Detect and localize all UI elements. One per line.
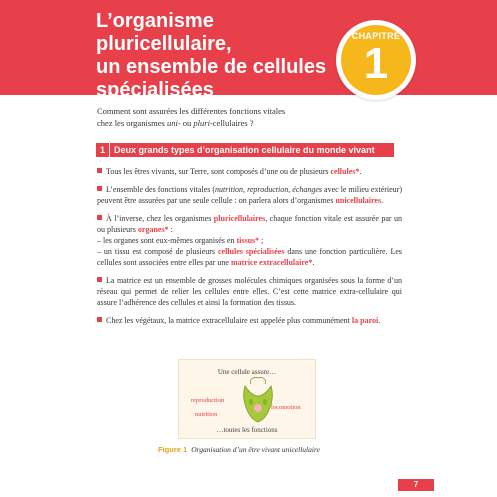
bullet-square-icon [97, 317, 102, 322]
text: . [378, 316, 381, 325]
text: La matrice est un ensemble de grosses molécules chimiques organisées sous la forme d’un réseau qui permet de relier les cellules entre elles. C’est cette matrice extra-cellulaire qui assure l’adhérence des cellules et ainsi la formation des tissus. [97, 276, 402, 307]
nucleus-icon [254, 404, 262, 412]
term-cellules: cellules* [330, 167, 360, 176]
section-title: Deux grands types d’organisation cellulaire du monde vivant [114, 145, 375, 155]
section-number: 1 [96, 143, 110, 157]
text: avec le milieu extérieur) peuvent être assurées par une seule cellule : on parlera alors d’organismes [97, 185, 403, 205]
text-nutrition: nutrition [215, 185, 244, 194]
label-reproduction: reproduction [191, 397, 225, 404]
text: ; [259, 236, 264, 245]
text: , [288, 185, 293, 194]
intro-question [97, 105, 387, 129]
chapter-label: CHAPITRE [351, 31, 401, 41]
text: À l’inverse, chez les organismes [106, 214, 214, 223]
paragraph-5 [97, 315, 402, 326]
section-heading [96, 143, 394, 157]
text-echanges: échanges [292, 185, 323, 194]
term-matrice-extracellulaire: matrice extracellulaire* [230, 258, 313, 267]
figure-caption-label: Figure 1 [158, 445, 188, 454]
figure-bottom-label: …toutes les fonctions [216, 426, 278, 434]
bullet-square-icon [97, 277, 102, 282]
term-tissus: tissus* [236, 236, 260, 245]
chapter-header-band [0, 0, 497, 101]
bullet-square-icon [97, 186, 102, 191]
intro-text: chez les organismes [97, 118, 167, 128]
text-reproduction: reproduction [247, 185, 289, 194]
figure-unicellular [178, 359, 316, 439]
dash-item-2 [97, 246, 402, 268]
page-number: 7 [398, 479, 434, 491]
text: – les organes sont eux-mêmes organisés en [97, 236, 237, 245]
text: . [312, 258, 315, 267]
text: , chaque fonction vitale est assurée par un ou plusieurs [97, 214, 402, 234]
bullet-square-icon [97, 168, 102, 173]
title-line-1: L’organisme pluricellulaire, [96, 10, 232, 55]
chapter-badge [341, 25, 411, 95]
intro-line-2 [97, 117, 387, 129]
chloroplast-icon [263, 399, 267, 405]
text: : [168, 225, 173, 234]
text: Tous les êtres vivants, sur Terre, sont composés d’une ou de plusieurs [106, 167, 331, 176]
intro-line-1: Comment sont assurées les différentes fonctions vitales [97, 106, 286, 116]
figure-top-label: Une cellule assure… [217, 368, 277, 376]
intro-text: -cellulaires ? [209, 118, 254, 128]
text: Chez les végétaux, la matrice extracellulaire est appelée plus communément [106, 316, 352, 325]
chloroplast-icon [249, 399, 253, 405]
paragraph-1 [97, 166, 402, 177]
chapter-number: 1 [363, 39, 389, 88]
paragraph-2 [97, 184, 402, 206]
text: . [359, 167, 362, 176]
intro-text: ou [180, 118, 194, 128]
title-line-3: spécialisées [96, 79, 214, 101]
paragraph-3 [97, 213, 402, 235]
label-locomotion: locomotion [271, 404, 301, 411]
intro-pluri: pluri [193, 118, 210, 128]
term-cellules-specialisees: cellules spécialisées [217, 247, 285, 256]
term-unicellulaires: unicellulaires [335, 196, 382, 205]
text: , [243, 185, 248, 194]
intro-uni: uni- [166, 118, 181, 128]
section-content [97, 166, 402, 333]
text: – un tissu est composé de plusieurs [97, 247, 218, 256]
text: . [381, 196, 384, 205]
chapter-title [96, 10, 341, 102]
flagellum-icon [258, 377, 266, 384]
paragraph-4 [97, 275, 402, 308]
bullet-square-icon [97, 215, 102, 220]
term-paroi: la paroi [351, 316, 379, 325]
label-nutrition: nutrition [195, 411, 218, 418]
figure-caption-text: Organisation d’un être vivant unicellulaire [191, 445, 320, 454]
text: dans une fonction particulière. Les cellules sont associées entre elles par une [97, 247, 402, 267]
title-line-2: un ensemble de cellules [96, 56, 327, 78]
dash-item-1 [97, 235, 402, 246]
term-organes: organes* [137, 225, 169, 234]
term-pluricellulaires: pluricellulaires [213, 214, 266, 223]
flagellum-icon [250, 377, 258, 384]
figure-caption [158, 445, 398, 454]
unicellular-cell-illustration [233, 374, 283, 426]
text: L’ensemble des fonctions vitales ( [106, 185, 216, 194]
